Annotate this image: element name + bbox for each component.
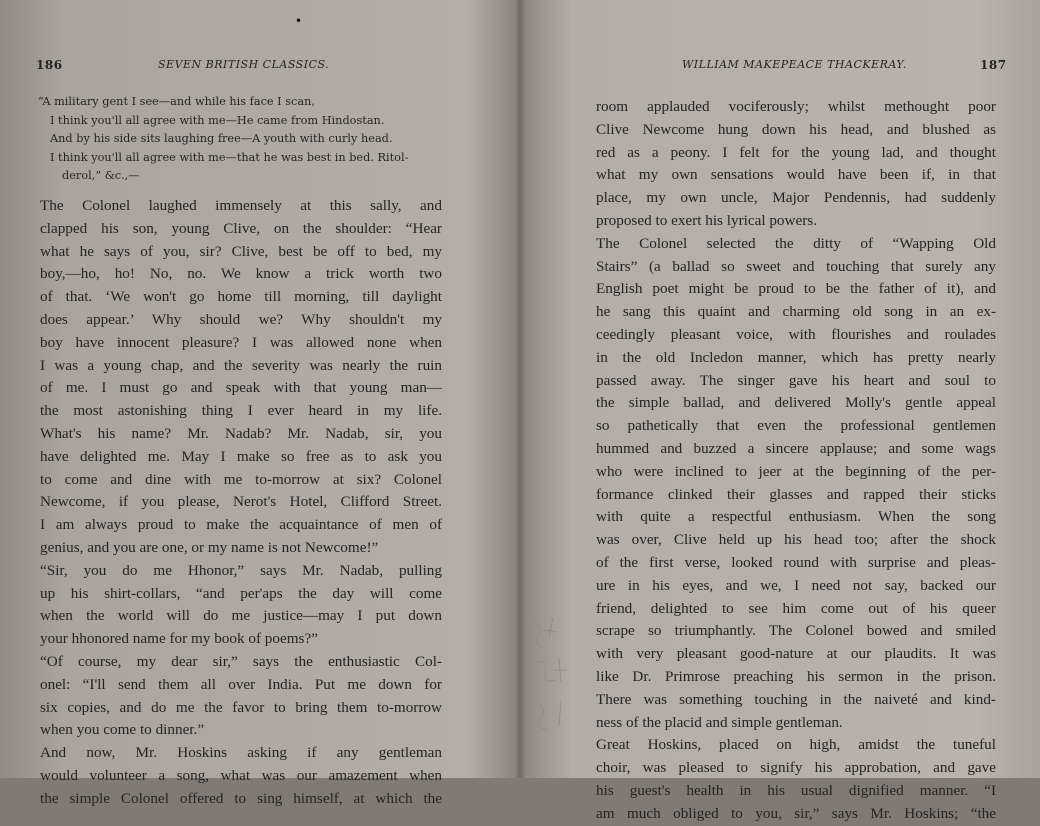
text-line: And now, Mr. Hoskins asking if any gentleman	[40, 744, 442, 762]
right-page	[520, 0, 1040, 822]
text-line: his guest's health in his usual dignified manner. “I	[596, 781, 996, 799]
text-line: am much obliged to you, sir,” says Mr. Hoskins; “the	[596, 804, 996, 822]
text-line: what my own sensations would have been if, in that	[596, 166, 996, 184]
text-line: proposed to exert his lyrical powers.	[596, 211, 818, 229]
text-line: onel: “I'll send them all over India. Put me down for	[40, 675, 442, 693]
text-line: scrape so triumphantly. The Colonel bowed and smiled	[596, 622, 996, 640]
verse-line: I think you'll all agree with me—He came from Hindostan.	[50, 113, 385, 127]
text-line: when the world will do me justice—may I put down	[40, 607, 442, 625]
text-line: of the first verse, looked round with surprise and pleas-	[596, 553, 996, 571]
text-line: the most astonishing thing I ever heard in my life.	[40, 402, 442, 420]
text-line: passed away. The singer gave his heart and soul to	[596, 371, 996, 389]
text-line: I am always proud to make the acquaintance of men of	[40, 516, 442, 534]
right-running-head	[520, 58, 1040, 76]
text-line: “Of course, my dear sir,” says the enthusiastic Col-	[40, 652, 442, 670]
text-line: when you come to dinner.”	[40, 721, 205, 739]
pencil-marginalia	[525, 612, 595, 762]
right-body-text	[596, 96, 996, 826]
text-line: friend, delighted to see him come out of his queer	[596, 599, 996, 617]
text-line: who were inclined to jeer at the beginning of the per-	[596, 462, 996, 480]
text-line: so pathetically that even the professional gentlemen	[596, 417, 996, 435]
verse-line: “A military gent I see—and while his face I scan,	[38, 95, 315, 108]
text-line: would volunteer a song, what was our amazement when	[40, 766, 442, 784]
ink-speck: •	[295, 14, 303, 28]
text-line: was over, Clive held up his head too; after the shock	[596, 531, 996, 549]
text-line: Great Hoskins, placed on high, amidst the tuneful	[596, 736, 996, 754]
text-line: choir, was pleased to signify his approbation, and gave	[596, 759, 996, 777]
left-running-head	[0, 58, 505, 76]
text-line: ceedingly pleasant voice, with flourishes and roulades	[596, 325, 996, 343]
verse-line: derol,” &c.,—	[62, 169, 140, 182]
verse-line: And by his side sits laughing free—A youth with curly head.	[50, 132, 393, 145]
right-page-number: 187	[980, 58, 1007, 72]
text-line: up his shirt-collars, “and per'aps the day will come	[40, 584, 442, 602]
left-running-title: SEVEN BRITISH CLASSICS.	[158, 58, 330, 71]
text-line: he sang this quaint and charming old song in an ex-	[596, 303, 996, 321]
text-line: hummed and buzzed a sincere applause; and some wags	[596, 439, 996, 457]
text-line: of me. I must go and speak with that young man—	[40, 379, 442, 397]
text-line: formance clinked their glasses and rapped their sticks	[596, 485, 996, 503]
text-line: What's his name? Mr. Nadab? Mr. Nadab, sir, you	[40, 424, 442, 442]
text-line: room applauded vociferously; whilst methought poor	[596, 98, 996, 115]
text-line: red as a peony. I felt for the young lad, and thought	[596, 143, 996, 161]
text-line: to come and dine with me to-morrow at six? Colonel	[40, 470, 442, 488]
text-line: does appear.’ Why should we? Why shouldn't my	[40, 310, 442, 328]
left-page-number: 186	[36, 58, 63, 72]
left-page	[0, 0, 505, 807]
text-line: clapped his son, young Clive, on the shoulder: “Hear	[40, 219, 442, 237]
text-line: There was something touching in the naiveté and kind-	[596, 690, 996, 708]
text-line: ure in his eyes, and we, I need not say, backed our	[596, 576, 996, 594]
verse-quote	[38, 93, 456, 186]
text-line: with very pleasant good-nature at our plaudits. It was	[596, 645, 996, 663]
text-line: “Sir, you do me Hhonor,” says Mr. Nadab, pulling	[40, 561, 442, 579]
text-line: with quite a respectful enthusiasm. When the song	[596, 508, 996, 526]
text-line: the simple Colonel offered to sing himself, at which the	[40, 789, 442, 807]
verse-line: I think you'll all agree with me—that he was best in bed. Ritol-	[50, 150, 409, 164]
text-line: in the old Incledon manner, which has pretty nearly	[596, 348, 996, 366]
left-body-text	[40, 195, 442, 811]
text-line: genius, and you are one, or my name is not Newcome!”	[40, 538, 379, 556]
text-line: boy,—ho, ho! No, no. We know a trick worth two	[40, 265, 442, 283]
text-line: I was a young chap, and the severity was nearly the ruin	[40, 356, 442, 374]
text-line: like Dr. Primrose preaching his sermon in the prison.	[596, 667, 996, 685]
text-line: The Colonel laughed immensely at this sally, and	[40, 197, 442, 214]
text-line: English poet might be proud to be the father of it), and	[596, 280, 996, 298]
text-line: boy have innocent pleasure? I was allowed none when	[40, 333, 442, 351]
right-running-title: WILLIAM MAKEPEACE THACKERAY.	[682, 58, 907, 71]
text-line: have delighted me. May I make so free as to ask you	[40, 447, 442, 465]
text-line: ness of the placid and simple gentleman.	[596, 713, 843, 731]
text-line: Stairs” (a ballad so sweet and touching that surely any	[596, 257, 996, 275]
text-line: Newcome, if you please, Nerot's Hotel, Clifford Street.	[40, 493, 442, 511]
text-line: place, my own uncle, Major Pendennis, had suddenly	[596, 189, 996, 207]
text-line: what he says of you, sir? Clive, best be off to bed, my	[40, 242, 442, 260]
text-line: The Colonel selected the ditty of “Wapping Old	[596, 234, 996, 252]
text-line: of that. ‘We won't go home till morning, till daylight	[40, 288, 442, 306]
text-line: Clive Newcome hung down his head, and blushed as	[596, 120, 996, 138]
text-line: your hhonored name for my book of poems?”	[40, 630, 318, 648]
text-line: the simple ballad, and delivered Molly's gentle appeal	[596, 394, 996, 412]
text-line: six copies, and do me the favor to bring them to-morrow	[40, 698, 442, 716]
